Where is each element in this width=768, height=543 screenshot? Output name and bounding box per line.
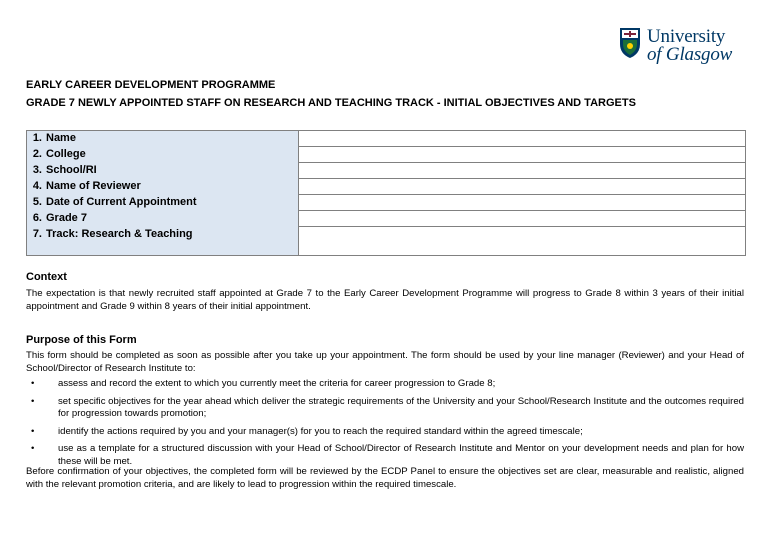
closing-paragraph: Before confirmation of your objectives, the completed form will be reviewed by the ECDP Panel to ensure the objectives set are clear, measurable and realistic, aligned with the relevant promotion criteria, and are likely to lead to progression within the required timescale. (26, 466, 744, 490)
field-label-track: 7. Track: Research & Teaching (32, 228, 193, 240)
list-item: • assess and record the extent to which you currently meet the criteria for career progression to Grade 8; (26, 378, 744, 391)
field-values (299, 131, 746, 256)
field-label-college: 2. College (32, 148, 86, 160)
list-item: • use as a template for a structured discussion with your Head of School/Director of Research Institute and Mentor on your development needs and plan for how these will be met. (26, 443, 744, 468)
school-field[interactable] (299, 163, 745, 179)
university-logo (618, 26, 733, 66)
purpose-list (26, 378, 744, 473)
appointment-date-field[interactable] (299, 195, 745, 211)
logo-line-1: University (647, 26, 726, 47)
programme-title: EARLY CAREER DEVELOPMENT PROGRAMME (26, 79, 276, 91)
staff-details-table (26, 130, 746, 256)
list-item: • identify the actions required by you and your manager(s) for you to reach the required standard within the agreed timescale; (26, 426, 744, 439)
purpose-intro: This form should be completed as soon as possible after you take up your appointment. The form should be used by your line manager (Reviewer) and your Head of School/Director of Research Institute to: (26, 350, 744, 374)
field-label-reviewer: 4. Name of Reviewer (32, 180, 141, 192)
list-item: • set specific objectives for the year ahead which deliver the strategic requirements of the University and your School/Research Institute and the outcomes required for progression towards promotion; (26, 396, 744, 421)
field-label-school: 3. School/RI (32, 164, 97, 176)
purpose-heading: Purpose of this Form (26, 334, 137, 346)
context-text: The expectation is that newly recruited staff appointed at Grade 7 to the Early Career Development Programme will progress to Grade 8 within 3 years of their initial appointment and Grade 9 within 8 years of their initial appointment. (26, 288, 744, 312)
reviewer-field[interactable] (299, 179, 745, 195)
field-label-name: 1. Name (32, 132, 76, 144)
field-label-appointment-date: 5. Date of Current Appointment (32, 196, 197, 208)
logo-line-2: of Glasgow (647, 44, 733, 65)
context-heading: Context (26, 271, 67, 283)
form-subtitle: GRADE 7 NEWLY APPOINTED STAFF ON RESEARCH AND TEACHING TRACK - INITIAL OBJECTIVES AND TARGETS (26, 97, 636, 109)
field-labels (27, 131, 299, 256)
field-label-grade: 6. Grade 7 (32, 212, 87, 224)
name-field[interactable] (299, 131, 745, 147)
crest-icon (618, 26, 642, 60)
track-field[interactable] (299, 227, 745, 255)
grade-field[interactable] (299, 211, 745, 227)
college-field[interactable] (299, 147, 745, 163)
